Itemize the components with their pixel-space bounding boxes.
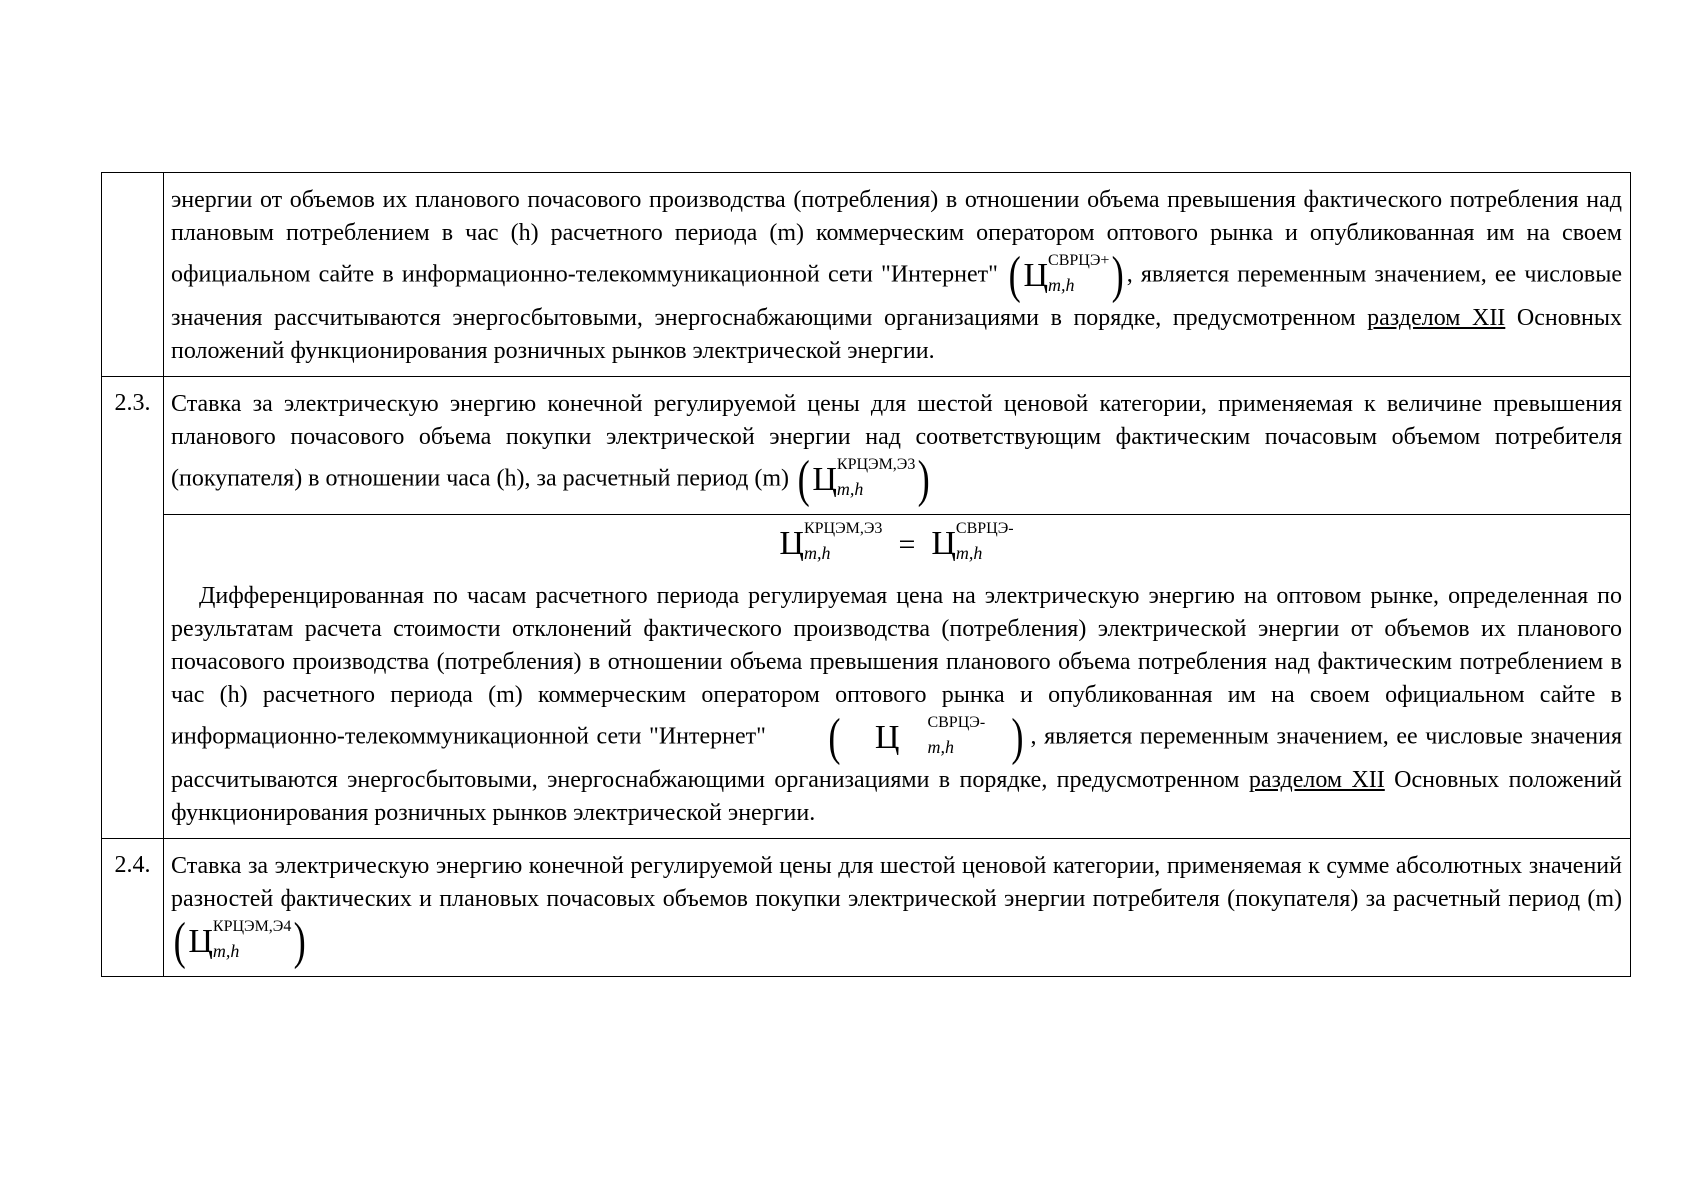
row-number-cell [102,173,164,377]
price-superscript: СВРЦЭ- [927,714,986,731]
row-text-cell [164,377,1631,515]
row-text: Дифференцированная по часам расчетного периода регулируемая цена на электрическую энергию на оптовом рынке, определенная по результатам расчета стоимости отклонений фактического производства (потребления) электрической энергии от объемов их планового почасового производства (потребления) в отношении объема превышения планового объема потребления над фактическим потреблением в час (h) расчетного периода (m) коммерческим оператором оптового рынка и опубликованная им на своем официальном сайте в информационно-телекоммуникационной сети "Интернет" [171,583,1622,750]
table-row [102,173,1631,377]
row-text-cell [164,839,1631,977]
row-text-cell [164,515,1631,839]
price-superscript: СВРЦЭ- [955,520,1014,537]
price-subscript: m,h [836,479,864,499]
price-subscript: m,h [927,737,954,757]
price-formula: (Ц КРЦЭМ,Э4 m,h ) [173,913,307,970]
price-symbol: Ц [874,719,900,756]
row-number-cell [102,515,164,839]
price-symbol: Ц [188,923,213,960]
table-row [102,515,1631,839]
price-formula: ( Ц СВРЦЭ- m,h ) [827,709,1024,766]
section-xii-link[interactable]: разделом XII [1367,305,1506,331]
price-formula: (Ц КРЦЭМ,Э3 m,h ) [797,451,931,508]
row-text: , является переменным значением, ее числовые значения рассчитываются энергосбытовыми, энергоснабжающими организациями в порядке, предусмотренном [171,261,1622,331]
price-superscript: КРЦЭМ,Э4 [212,918,292,935]
price-formula: (Ц СВРЦЭ+ m,h ) [1008,247,1125,304]
table-row [102,839,1631,977]
price-superscript: КРЦЭМ,Э3 [803,520,883,537]
price-subscript: m,h [212,941,240,961]
row-text: , является переменным значением, ее числовые значения рассчитываются энергосбытовыми, энергоснабжающими организациями в порядке, предусмотренном [171,723,1622,793]
price-superscript: СВРЦЭ+ [1048,252,1110,269]
price-symbol: Ц [779,525,804,562]
price-symbol: Ц [812,461,837,498]
price-symbol: Ц [931,525,956,562]
price-subscript: m,h [1048,275,1075,295]
row-text: Ставка за электрическую энергию конечной регулируемой цены для шестой ценовой категории, применяемая к сумме абсолютных значений разностей фактических и плановых почасовых объемов покупки электрической энергии потребителя (покупателя) за расчетный период (m) [171,853,1622,912]
row-text: Основных положений функционирования розничных рынков электрической энергии. [171,305,1622,364]
row-number-cell: 2.4. [102,839,164,977]
row-text-cell [164,173,1631,377]
equals-sign: = [898,527,916,561]
price-subscript: m,h [803,543,831,563]
price-subscript: m,h [955,543,983,563]
row-text: Основных положений функционирования розничных рынков электрической энергии. [171,767,1623,826]
row-number-cell: 2.3. [102,377,164,515]
table-row [102,377,1631,515]
equation [171,520,1622,563]
row-text: энергии от объемов их планового почасового производства (потребления) в отношении объема превышения фактического потребления над плановым потреблением в час (h) расчетного периода (m) коммерческим оператором оптового рынка и опубликованная им на своем официальном сайте в информационно-телекоммуникационной сети "Интернет" [171,187,1622,288]
price-symbol: Ц [1023,257,1049,294]
price-superscript: КРЦЭМ,Э3 [836,456,916,473]
document-page [101,172,1631,977]
row-text: Ставка за электрическую энергию конечной регулируемой цены для шестой ценовой категории, применяемая к величине превышения планового почасового объема покупки электрической энергии над соответствующим фактическим почасовым объемом потребителя (покупателя) в отношении часа (h), за расчетный период (m) [171,391,1622,492]
section-xii-link[interactable]: разделом XII [1248,767,1385,793]
description-paragraph [171,580,1622,830]
tariff-table [101,172,1631,977]
